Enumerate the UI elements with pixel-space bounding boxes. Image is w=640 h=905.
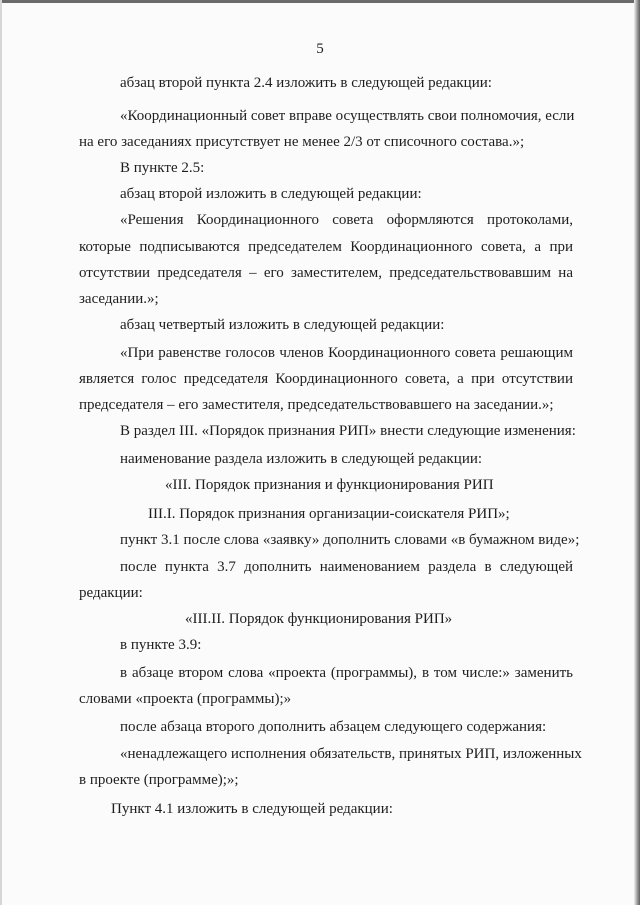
text-line: редакции: — [79, 585, 143, 601]
scan-right-edge — [634, 0, 640, 905]
page-number: 5 — [316, 41, 324, 57]
scan-top-edge — [0, 0, 640, 3]
text-line: абзац четвертый изложить в следующей редакции: — [120, 317, 445, 333]
text-line: после абзаца второго дополнить абзацем следующего содержания: — [120, 719, 547, 735]
text-line: на его заседаниях присутствует не менее 2/3 от списочного состава.»; — [79, 134, 525, 150]
text-line: словами «проекта (программы);» — [79, 691, 292, 707]
text-line: «III. Порядок признания и функционирования РИП — [165, 477, 494, 493]
text-line: заседании.»; — [79, 291, 159, 307]
text-line: абзац второй изложить в следующей редакции: — [120, 186, 422, 202]
text-line: является голос председателя Координационного совета, а при отсутствии — [79, 371, 573, 387]
text-line: абзац второй пункта 2.4 изложить в следующей редакции: — [120, 75, 492, 91]
text-line: «Координационный совет вправе осуществлять свои полномочия, если — [120, 108, 575, 124]
text-line: в проекте (программе);»; — [79, 772, 239, 788]
text-line: «III.II. Порядок функционирования РИП» — [185, 611, 453, 627]
text-line: наименование раздела изложить в следующей редакции: — [120, 451, 483, 467]
text-line: В раздел III. «Порядок признания РИП» внести следующие изменения: — [120, 423, 576, 439]
text-line: пункт 3.1 после слова «заявку» дополнить словами «в бумажном виде»; — [120, 532, 580, 548]
text-line: отсутствии председателя – его заместителем, председательствовавшим на — [79, 265, 573, 281]
text-line: Пункт 4.1 изложить в следующей редакции: — [111, 801, 393, 817]
text-line: «Решения Координационного совета оформляются протоколами, — [120, 212, 573, 228]
text-line: после пункта 3.7 дополнить наименованием раздела в следующей — [120, 559, 573, 575]
text-line: III.I. Порядок признания организации-соискателя РИП»; — [148, 506, 510, 522]
text-line: «ненадлежащего исполнения обязательств, принятых РИП, изложенных — [120, 746, 582, 762]
text-line: в пункте 3.9: — [120, 637, 202, 653]
text-line: в абзаце втором слова «проекта (программы), в том числе:» заменить — [120, 665, 573, 681]
text-line: «При равенстве голосов членов Координационного совета решающим — [120, 345, 573, 361]
text-line: В пункте 2.5: — [120, 160, 205, 176]
text-line: которые подписываются председателем Координационного совета, а при — [79, 239, 573, 255]
scan-left-edge — [0, 0, 2, 905]
text-line: председателя – его заместителя, председательствовавшего на заседании.»; — [79, 397, 554, 413]
